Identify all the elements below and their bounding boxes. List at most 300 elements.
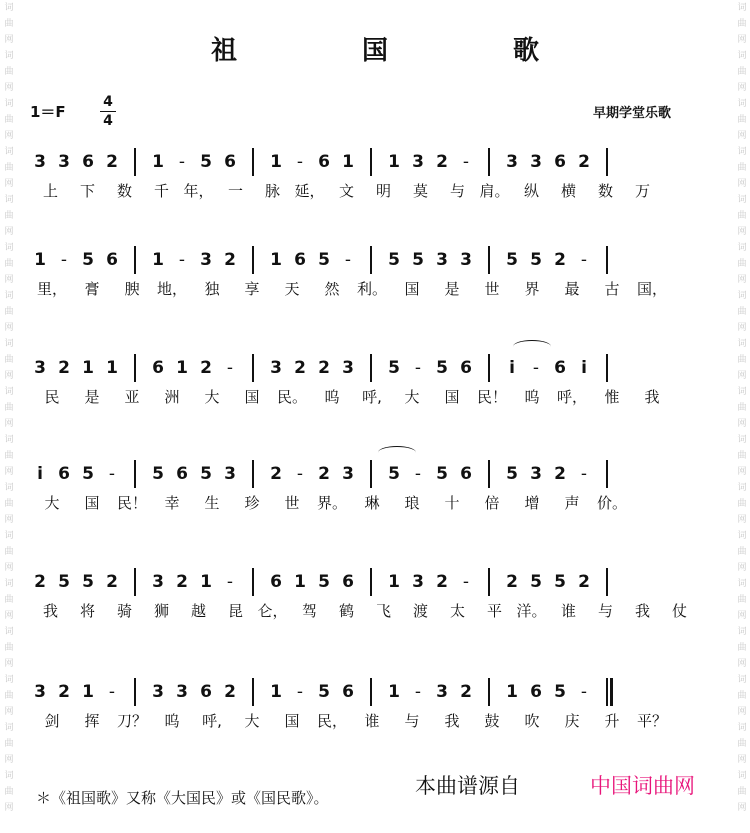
note: 1 <box>270 250 282 270</box>
watermark-char: 词 <box>737 483 747 493</box>
watermark-char: 词 <box>737 195 747 205</box>
lyric-char: 声 <box>564 494 580 512</box>
note: 2 <box>460 682 472 702</box>
barline <box>606 460 608 488</box>
note-extension: - <box>296 682 304 702</box>
note: 2 <box>224 682 236 702</box>
barline <box>606 678 613 706</box>
watermark-char: 网 <box>737 275 747 285</box>
note: 6 <box>176 464 188 484</box>
lyric-char: 大 <box>244 712 260 730</box>
watermark-char: 曲 <box>737 691 747 701</box>
note: 3 <box>342 464 354 484</box>
barline <box>370 678 372 706</box>
lyric-char: 谁 <box>560 602 576 620</box>
note: 3 <box>530 464 542 484</box>
lyric-char: 民！ <box>116 494 147 512</box>
watermark-char: 曲 <box>4 355 14 365</box>
watermark-char: 词 <box>737 723 747 733</box>
lyric-char: 下 <box>79 182 95 200</box>
lyric-char: 飞 <box>375 602 391 620</box>
lyric-char: 最 <box>564 280 580 298</box>
lyric-char: 刀？ <box>116 712 147 730</box>
watermark-char: 曲 <box>737 595 747 605</box>
measure <box>28 248 124 272</box>
slur-mark <box>513 340 551 353</box>
barline <box>134 148 136 176</box>
note: 5 <box>388 250 400 270</box>
time-signature <box>100 94 116 129</box>
watermark-char: 网 <box>4 659 14 669</box>
note: 6 <box>460 358 472 378</box>
measure <box>28 462 124 486</box>
lyric-char: 天 <box>284 280 300 298</box>
note: 3 <box>34 152 46 172</box>
watermark-char: 网 <box>737 323 747 333</box>
watermark-char: 网 <box>4 83 14 93</box>
barline <box>606 354 608 382</box>
lyrics-line <box>32 180 661 201</box>
barline <box>134 354 136 382</box>
note: 6 <box>152 358 164 378</box>
note: 1 <box>388 572 400 592</box>
watermark-char: 网 <box>737 755 747 765</box>
watermark-char: 曲 <box>737 67 747 77</box>
watermark-char: 词 <box>4 579 14 589</box>
note: 5 <box>436 358 448 378</box>
lyric-char: 千 <box>153 182 169 200</box>
note: 5 <box>554 572 566 592</box>
note: 6 <box>106 250 118 270</box>
lyric-char: 世 <box>484 280 500 298</box>
note: 1 <box>270 152 282 172</box>
note-extension: - <box>296 464 304 484</box>
note-extension: - <box>414 464 422 484</box>
note-extension: - <box>414 682 422 702</box>
note: 3 <box>152 572 164 592</box>
barline <box>370 460 372 488</box>
watermark-char: 曲 <box>737 547 747 557</box>
lyric-char: 是 <box>84 388 100 406</box>
watermark-char: 曲 <box>4 259 14 269</box>
lyric-char: 纵 <box>523 182 539 200</box>
barline <box>134 568 136 596</box>
lyric-char: 仑， <box>257 602 288 620</box>
note: 3 <box>436 682 448 702</box>
watermark-char: 词 <box>4 99 14 109</box>
watermark-char: 词 <box>4 771 14 781</box>
lyric-char: 升 <box>604 712 620 730</box>
barline <box>134 678 136 706</box>
watermark-char: 网 <box>4 131 14 141</box>
notes-line <box>28 680 623 704</box>
note: 2 <box>176 572 188 592</box>
lyric-char: 肩。 <box>479 182 510 200</box>
note: 2 <box>58 358 70 378</box>
lyric-char: 吹 <box>524 712 540 730</box>
lyric-char: 呜 <box>164 712 180 730</box>
note: 2 <box>506 572 518 592</box>
watermark-char: 曲 <box>4 499 14 509</box>
lyric-char: 数 <box>116 182 132 200</box>
lyric-char: 然 <box>324 280 340 298</box>
note: 2 <box>578 572 590 592</box>
note-extension: - <box>226 572 234 592</box>
watermark-char: 网 <box>737 131 747 141</box>
lyrics-line <box>32 386 672 407</box>
watermark-char: 网 <box>4 419 14 429</box>
note-extension: - <box>580 250 588 270</box>
lyric-char: 与 <box>404 712 420 730</box>
score-row <box>0 462 750 532</box>
lyric-char: 腴 <box>124 280 140 298</box>
watermark-char: 网 <box>4 179 14 189</box>
note-extension: - <box>108 682 116 702</box>
watermark-char: 曲 <box>4 595 14 605</box>
lyric-char: 独 <box>204 280 220 298</box>
note: 5 <box>318 250 330 270</box>
watermark-char: 词 <box>737 387 747 397</box>
note-extension: - <box>226 358 234 378</box>
watermark-char: 词 <box>737 291 747 301</box>
note: 5 <box>506 464 518 484</box>
watermark-char: 词 <box>737 147 747 157</box>
watermark-char: 曲 <box>4 547 14 557</box>
lyric-char: 膏 <box>84 280 100 298</box>
lyric-char: 平？ <box>636 712 667 730</box>
watermark-char: 曲 <box>4 643 14 653</box>
note: 6 <box>224 152 236 172</box>
lyric-char: 平 <box>486 602 502 620</box>
watermark-char: 词 <box>737 339 747 349</box>
lyric-char: 鼓 <box>484 712 500 730</box>
watermark-char: 词 <box>4 627 14 637</box>
note: 5 <box>412 250 424 270</box>
song-source: 早期学堂乐歌 <box>593 106 672 121</box>
barline <box>252 354 254 382</box>
watermark-char: 网 <box>737 707 747 717</box>
measure <box>146 680 242 704</box>
lyric-char: 与 <box>449 182 465 200</box>
note-extension: - <box>296 152 304 172</box>
lyrics-line <box>32 710 672 731</box>
lyric-char: 呼, <box>362 388 382 406</box>
watermark-char: 网 <box>4 611 14 621</box>
barline <box>488 678 490 706</box>
watermark-char: 词 <box>4 339 14 349</box>
lyric-char: 剑 <box>44 712 60 730</box>
note-extension: - <box>60 250 68 270</box>
note: 6 <box>294 250 306 270</box>
note: 2 <box>554 464 566 484</box>
note: 1 <box>270 682 282 702</box>
score-row <box>0 248 750 318</box>
note: 1 <box>152 250 164 270</box>
lyric-char: 享 <box>244 280 260 298</box>
note: 5 <box>530 250 542 270</box>
lyric-char: 古 <box>604 280 620 298</box>
lyrics-line <box>32 600 698 621</box>
note: 2 <box>578 152 590 172</box>
lyric-char: 民。 <box>276 388 307 406</box>
barline <box>252 568 254 596</box>
lyric-char: 呼, <box>202 712 222 730</box>
watermark-char: 网 <box>4 707 14 717</box>
watermark-char: 词 <box>737 99 747 109</box>
note: 3 <box>200 250 212 270</box>
watermark-char: 词 <box>737 771 747 781</box>
barline <box>488 148 490 176</box>
barline <box>488 354 490 382</box>
measure <box>264 150 360 174</box>
watermark-char: 网 <box>4 803 14 813</box>
watermark-char: 词 <box>4 723 14 733</box>
note: 6 <box>58 464 70 484</box>
lyric-char: 谁 <box>364 712 380 730</box>
lyric-char: 增 <box>524 494 540 512</box>
note-extension: - <box>462 572 470 592</box>
lyric-char: 国 <box>244 388 260 406</box>
notes-line <box>28 462 618 486</box>
footnote: ＊《祖国歌》又称《大国民》或《国民歌》。 <box>36 789 329 807</box>
lyric-char: 国 <box>404 280 420 298</box>
watermark-char: 曲 <box>737 403 747 413</box>
watermark-char: 曲 <box>4 451 14 461</box>
lyric-char: 里， <box>36 280 67 298</box>
note: 6 <box>200 682 212 702</box>
lyric-char: 利。 <box>356 280 387 298</box>
note: 6 <box>530 682 542 702</box>
barline <box>488 460 490 488</box>
watermark-char: 网 <box>4 275 14 285</box>
notes-line <box>28 356 618 380</box>
note: 2 <box>436 572 448 592</box>
lyric-char: 横 <box>560 182 576 200</box>
measure <box>382 462 478 486</box>
measure <box>500 356 596 380</box>
watermark-char: 词 <box>4 147 14 157</box>
measure <box>382 356 478 380</box>
watermark-char: 网 <box>737 659 747 669</box>
barline <box>370 354 372 382</box>
lyric-char: 珍 <box>244 494 260 512</box>
lyric-char: 将 <box>79 602 95 620</box>
lyric-char: 亚 <box>124 388 140 406</box>
lyric-char: 与 <box>597 602 613 620</box>
watermark-char: 网 <box>4 323 14 333</box>
watermark-char: 曲 <box>737 115 747 125</box>
lyrics-line <box>32 278 672 299</box>
note: 2 <box>200 358 212 378</box>
note: 5 <box>318 572 330 592</box>
watermark-char: 网 <box>4 755 14 765</box>
lyric-char: 生 <box>204 494 220 512</box>
note: 3 <box>436 250 448 270</box>
watermark-char: 网 <box>737 83 747 93</box>
watermark-char: 网 <box>737 611 747 621</box>
watermark-char: 曲 <box>4 115 14 125</box>
lyric-char: 骑 <box>116 602 132 620</box>
watermark-char: 词 <box>737 531 747 541</box>
lyric-char: 延， <box>294 182 325 200</box>
measure <box>264 248 360 272</box>
note: 5 <box>318 682 330 702</box>
barline <box>134 460 136 488</box>
lyric-char: 太 <box>449 602 465 620</box>
lyric-char: 上 <box>42 182 58 200</box>
note: 6 <box>460 464 472 484</box>
lyric-char: 明 <box>375 182 391 200</box>
lyric-char: 民！ <box>476 388 507 406</box>
barline <box>252 246 254 274</box>
measure <box>28 680 124 704</box>
watermark-char: 网 <box>737 563 747 573</box>
lyric-char: 是 <box>444 280 460 298</box>
lyric-char: 国 <box>84 494 100 512</box>
key-signature: 1＝F <box>30 103 66 121</box>
measure <box>500 462 596 486</box>
slur-mark <box>378 446 416 459</box>
note-extension: - <box>178 250 186 270</box>
watermark-char: 曲 <box>737 739 747 749</box>
note: 3 <box>412 572 424 592</box>
notes-line <box>28 150 618 174</box>
note: 3 <box>270 358 282 378</box>
lyric-char: 幸 <box>164 494 180 512</box>
note: 6 <box>554 152 566 172</box>
lyric-char: 文 <box>338 182 354 200</box>
barline <box>606 148 608 176</box>
lyric-char: 呜 <box>524 388 540 406</box>
note: 3 <box>506 152 518 172</box>
watermark-char: 曲 <box>4 403 14 413</box>
watermark-char: 词 <box>737 435 747 445</box>
lyric-char: 价。 <box>596 494 627 512</box>
lyric-char: 庆 <box>564 712 580 730</box>
notes-line <box>28 248 618 272</box>
note: 2 <box>106 572 118 592</box>
lyric-char: 狮 <box>153 602 169 620</box>
note: 1 <box>152 152 164 172</box>
measure <box>500 680 596 704</box>
lyric-char: 莫 <box>412 182 428 200</box>
watermark-char: 曲 <box>4 67 14 77</box>
watermark-char: 曲 <box>737 787 747 797</box>
watermark-char: 词 <box>4 531 14 541</box>
watermark-char: 曲 <box>737 451 747 461</box>
watermark-char: 网 <box>4 563 14 573</box>
lyric-char: 十 <box>444 494 460 512</box>
watermark-char: 网 <box>737 419 747 429</box>
note-extension: - <box>580 464 588 484</box>
note: 1 <box>82 682 94 702</box>
note: i <box>581 358 587 378</box>
lyric-char: 呜 <box>324 388 340 406</box>
watermark-char: 曲 <box>4 787 14 797</box>
note: 3 <box>342 358 354 378</box>
note: 6 <box>82 152 94 172</box>
watermark-char: 词 <box>4 51 14 61</box>
note: 2 <box>436 152 448 172</box>
measure <box>28 356 124 380</box>
barline <box>606 246 608 274</box>
lyric-char: 国 <box>444 388 460 406</box>
measure <box>500 150 596 174</box>
note: 6 <box>270 572 282 592</box>
measure <box>146 150 242 174</box>
watermark-char: 曲 <box>737 355 747 365</box>
note: 5 <box>200 464 212 484</box>
barline <box>252 148 254 176</box>
barline <box>370 246 372 274</box>
watermark-char: 曲 <box>737 19 747 29</box>
watermark-char: 词 <box>4 291 14 301</box>
measure <box>264 680 360 704</box>
note: 5 <box>58 572 70 592</box>
measure <box>146 356 242 380</box>
watermark-char: 网 <box>737 35 747 45</box>
note-extension: - <box>178 152 186 172</box>
note: 1 <box>34 250 46 270</box>
watermark-char: 曲 <box>737 259 747 269</box>
watermark-char: 曲 <box>737 643 747 653</box>
note-extension: - <box>462 152 470 172</box>
note: 1 <box>506 682 518 702</box>
lyric-char: 年， <box>183 182 214 200</box>
note: 3 <box>176 682 188 702</box>
lyric-char: 仗 <box>671 602 687 620</box>
watermark-char: 词 <box>737 579 747 589</box>
score-row <box>0 150 750 220</box>
note: 2 <box>270 464 282 484</box>
note: 1 <box>200 572 212 592</box>
note: 5 <box>388 358 400 378</box>
note: 5 <box>82 250 94 270</box>
note: i <box>509 358 515 378</box>
note-extension: - <box>414 358 422 378</box>
page-title: 祖 国 歌 <box>210 36 598 66</box>
credit-text: 本曲谱源自 <box>415 774 520 798</box>
barline <box>606 568 608 596</box>
note: 2 <box>318 358 330 378</box>
watermark-char: 网 <box>737 227 747 237</box>
lyric-char: 洲 <box>164 388 180 406</box>
watermark-char: 曲 <box>4 163 14 173</box>
note: 5 <box>82 572 94 592</box>
note-extension: - <box>344 250 352 270</box>
barline <box>488 568 490 596</box>
note: 2 <box>294 358 306 378</box>
lyric-char: 惟 <box>604 388 620 406</box>
measure <box>146 462 242 486</box>
lyric-char: 国， <box>636 280 667 298</box>
measure <box>382 248 478 272</box>
lyric-char: 渡 <box>412 602 428 620</box>
watermark-char: 词 <box>4 3 14 13</box>
barline <box>370 148 372 176</box>
note: 2 <box>318 464 330 484</box>
watermark-char: 网 <box>4 227 14 237</box>
note: 5 <box>388 464 400 484</box>
note: 2 <box>106 152 118 172</box>
note-extension: - <box>580 682 588 702</box>
watermark-char: 曲 <box>737 163 747 173</box>
watermark-char: 网 <box>737 467 747 477</box>
note: 3 <box>530 152 542 172</box>
watermark-char: 词 <box>4 387 14 397</box>
watermark-char: 词 <box>737 3 747 13</box>
measure <box>264 462 360 486</box>
